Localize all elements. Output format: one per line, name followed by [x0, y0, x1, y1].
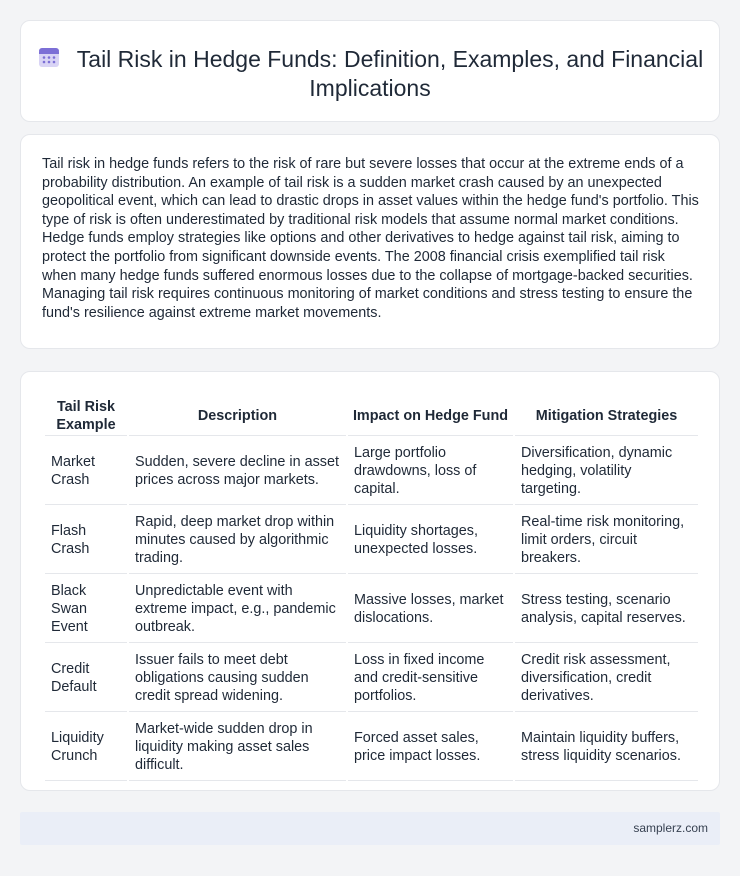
- cell-impact: Forced asset sales, price impact losses.: [348, 714, 513, 781]
- cell-example: Flash Crash: [45, 507, 127, 574]
- tail-risk-table: [43, 394, 700, 783]
- cell-description: Market-wide sudden drop in liquidity making asset sales difficult.: [129, 714, 346, 781]
- table-header-row: [45, 396, 698, 436]
- title-card: [20, 20, 720, 122]
- table-row: [45, 507, 698, 574]
- intro-card: [20, 134, 720, 349]
- footer-bar: [20, 812, 720, 845]
- cell-impact: Loss in fixed income and credit-sensitive portfolios.: [348, 645, 513, 712]
- header-impact: Impact on Hedge Fund: [348, 396, 513, 436]
- title-wrap: [21, 45, 719, 103]
- table-row: [45, 714, 698, 781]
- table-card: [20, 371, 720, 791]
- cell-mitigation: Maintain liquidity buffers, stress liquidity scenarios.: [515, 714, 698, 781]
- cell-description: Rapid, deep market drop within minutes caused by algorithmic trading.: [129, 507, 346, 574]
- cell-impact: Massive losses, market dislocations.: [348, 576, 513, 643]
- table-row: [45, 576, 698, 643]
- cell-description: Unpredictable event with extreme impact, e.g., pandemic outbreak.: [129, 576, 346, 643]
- cell-example: Black Swan Event: [45, 576, 127, 643]
- cell-example: Liquidity Crunch: [45, 714, 127, 781]
- cell-mitigation: Real-time risk monitoring, limit orders, circuit breakers.: [515, 507, 698, 574]
- cell-mitigation: Stress testing, scenario analysis, capital reserves.: [515, 576, 698, 643]
- cell-mitigation: Credit risk assessment, diversification, credit derivatives.: [515, 645, 698, 712]
- calendar-icon: [37, 45, 61, 69]
- page-title: [37, 46, 703, 101]
- table-row: [45, 645, 698, 712]
- page-title-text: Tail Risk in Hedge Funds: Definition, Examples, and Financial Implications: [76, 46, 704, 101]
- cell-description: Sudden, severe decline in asset prices across major markets.: [129, 438, 346, 505]
- cell-example: Credit Default: [45, 645, 127, 712]
- cell-impact: Liquidity shortages, unexpected losses.: [348, 507, 513, 574]
- footer-site-link[interactable]: samplerz.com: [633, 821, 708, 835]
- cell-impact: Large portfolio drawdowns, loss of capital.: [348, 438, 513, 505]
- header-mitigation: Mitigation Strategies: [515, 396, 698, 436]
- table-row: [45, 438, 698, 505]
- header-example: Tail Risk Example: [45, 396, 127, 436]
- header-description: Description: [129, 396, 346, 436]
- cell-mitigation: Diversification, dynamic hedging, volatility targeting.: [515, 438, 698, 505]
- intro-paragraph: Tail risk in hedge funds refers to the risk of rare but severe losses that occur at the extreme ends of a probability distribution. An example of tail risk is a sudden market crash caused by an unexpected geopolitical event, which can lead to drastic drops in asset values within the hedge fund's portfolio. This type of risk is often underestimated by traditional risk models that assume normal market conditions. Hedge funds employ strategies like options and other derivatives to hedge against tail risk, aiming to protect the portfolio from significant downside events. The 2008 financial crisis exemplified tail risk when many hedge funds suffered enormous losses due to the collapse of mortgage-backed securities. Managing tail risk requires continuous monitoring of market conditions and stress testing to ensure the fund's resilience against extreme market movements.: [42, 156, 699, 321]
- cell-description: Issuer fails to meet debt obligations causing sudden credit spread widening.: [129, 645, 346, 712]
- cell-example: Market Crash: [45, 438, 127, 505]
